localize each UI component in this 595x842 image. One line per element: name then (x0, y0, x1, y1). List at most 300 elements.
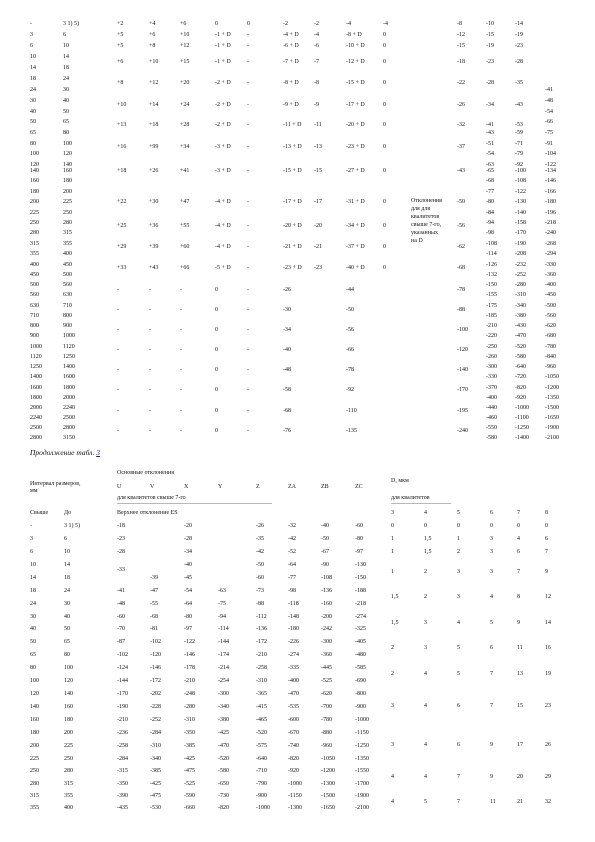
table-cell: -78 (457, 287, 465, 293)
table-cell: 65 (30, 652, 36, 658)
table-cell: -284 (150, 730, 161, 736)
table-cell: 355 (30, 251, 39, 257)
table-cell: -14 (515, 21, 523, 27)
table-cell: -315 (117, 768, 128, 774)
table-cell: 630 (63, 292, 72, 298)
table-cell: 140 (30, 704, 39, 710)
table-cell: -2 (314, 21, 319, 27)
table-cell: +16 (117, 144, 127, 150)
header-letter: Z (256, 484, 260, 490)
table-cell: -9 + D (283, 102, 299, 108)
table-cell: -120 (150, 652, 161, 658)
header-over: Свыше (30, 510, 49, 516)
table-cell: 0 (383, 122, 386, 128)
table-cell: -900 (355, 704, 366, 710)
table-cell: +8 (117, 80, 124, 86)
table-cell: -1200 (321, 768, 335, 774)
table-cell: - (149, 287, 151, 293)
table-cell: 400 (64, 805, 73, 811)
table-cell: -3 + D (215, 168, 231, 174)
table-cell: -43 (457, 168, 465, 174)
table-cell: -4 + D (215, 199, 231, 205)
table-cell: -172 (150, 678, 161, 684)
table-cell: -71 (515, 141, 523, 147)
d-cell: 9 (490, 742, 493, 748)
table-cell: -32 (288, 523, 296, 529)
table-cell: - (247, 32, 249, 38)
table-cell: +20 (180, 80, 190, 86)
table-cell: -172 (256, 639, 267, 645)
table-cell: -160 (321, 601, 332, 607)
note-line: на D (411, 238, 423, 244)
table-cell: -34 (283, 327, 291, 333)
table-cell: -475 (150, 793, 161, 799)
table-cell: -102 (150, 639, 161, 645)
table-cell: -680 (545, 333, 556, 339)
note-line: квалитетов (411, 214, 440, 220)
table-cell: 0 (215, 347, 218, 353)
d-cell: 4 (391, 799, 394, 805)
d-cell: 4 (424, 671, 427, 677)
table-cell: -840 (545, 354, 556, 360)
table-cell: -68 (457, 265, 465, 271)
table-cell: -1000 (515, 405, 529, 411)
table-cell: 80 (30, 665, 36, 671)
table-cell: -550 (486, 425, 497, 431)
table-cell: -585 (355, 665, 366, 671)
d-cell: 3 (490, 569, 493, 575)
table-cell: +36 (149, 223, 159, 229)
table-cell: -76 (283, 428, 291, 434)
table-cell: -210 (117, 717, 128, 723)
table-cell: -700 (321, 704, 332, 710)
d-cell: 32 (545, 799, 551, 805)
d-cell: 6 (457, 742, 460, 748)
header-letter: Y (218, 484, 223, 490)
d-cell: 7 (457, 774, 460, 780)
table-cell: -390 (117, 793, 128, 799)
table-cell: -475 (184, 768, 195, 774)
table-cell: -340 (150, 756, 161, 762)
table-cell: -92 (346, 387, 354, 393)
table-cell: -1650 (545, 415, 559, 421)
table-cell: -210 (256, 652, 267, 658)
table-cell: -34 + D (346, 223, 365, 229)
table-cell: -136 (256, 626, 267, 632)
table-cell: -37 (457, 144, 465, 150)
header-letter: X (184, 484, 189, 490)
table-cell: - (149, 387, 151, 393)
d-cell: 0 (490, 523, 493, 529)
table-cell: -146 (184, 652, 195, 658)
table-cell: -185 (486, 313, 497, 319)
d-cell: 12 (545, 594, 551, 600)
d-cell: 3 (457, 594, 460, 600)
table-cell: 18 (30, 588, 36, 594)
d-cell: 9 (490, 774, 493, 780)
table-cell: -400 (288, 678, 299, 684)
header-letter: U (117, 484, 122, 490)
table-cell: -310 (150, 743, 161, 749)
table-cell: +33 (117, 265, 127, 271)
table-cell: -200 (321, 614, 332, 620)
table-cell: -48 (117, 601, 125, 607)
table-cell: -1000 (256, 805, 270, 811)
table-cell: -236 (117, 730, 128, 736)
table-cell: - (149, 408, 151, 414)
table-cell: - (117, 367, 119, 373)
table-cell: -710 (256, 768, 267, 774)
table-cell: -114 (486, 251, 497, 257)
table-cell: -640 (256, 756, 267, 762)
header-d-title: D, мкм (391, 478, 409, 484)
table-cell: 0 (383, 168, 386, 174)
table-cell: -365 (256, 691, 267, 697)
table-cell: -77 (486, 189, 494, 195)
table-cell: -1150 (355, 730, 369, 736)
table-cell: -23 + D (346, 144, 365, 150)
table-cell: -73 (256, 588, 264, 594)
table-cell: - (247, 144, 249, 150)
table-cell: -440 (486, 405, 497, 411)
table-cell: -20 (314, 223, 322, 229)
table-cell: -60 (355, 523, 363, 529)
table-cell: -6 + D (283, 43, 299, 49)
table-cell: -130 (355, 562, 366, 568)
table-cell: - (247, 80, 249, 86)
d-cell: 4 (457, 620, 460, 626)
table-cell: 18 (63, 65, 69, 71)
table-cell: -190 (515, 241, 526, 247)
table-cell: 120 (64, 678, 73, 684)
table-cell: -360 (545, 272, 556, 278)
table-cell: -100 (457, 327, 468, 333)
table-cell: -960 (545, 364, 556, 370)
d-cell: 0 (424, 523, 427, 529)
table-cell: 250 (63, 210, 72, 216)
table-cell: -39 (150, 575, 158, 581)
table-cell: -274 (288, 652, 299, 658)
table-cell: - (247, 244, 249, 250)
table-cell: -12 + D (346, 59, 365, 65)
table-cell: -87 (117, 639, 125, 645)
table-cell: -210 (184, 678, 195, 684)
table-cell: 6 (63, 32, 66, 38)
table-cell: -108 (321, 575, 332, 581)
table-cell: - (180, 307, 182, 313)
table-cell: -7 + D (283, 59, 299, 65)
note-line: свыше 7-го, (411, 222, 442, 228)
table-cell: 225 (64, 743, 73, 749)
table-cell: -126 (486, 262, 497, 268)
table-cell: 65 (30, 130, 36, 136)
table-cell: 1120 (63, 344, 75, 350)
table-cell: -80 (355, 536, 363, 542)
table-cell: -158 (515, 220, 526, 226)
table-cell: - (180, 428, 182, 434)
table-cell: -146 (545, 178, 556, 184)
table-cell: -75 (218, 601, 226, 607)
table-link[interactable]: 3 (96, 448, 100, 457)
table-cell: -48 (283, 367, 291, 373)
table-cell: 40 (64, 614, 70, 620)
table-cell: - (117, 408, 119, 414)
table-cell: -88 (457, 307, 465, 313)
table-cell: 0 (383, 144, 386, 150)
table-cell: 500 (30, 282, 39, 288)
table-cell: -94 (486, 220, 494, 226)
table-cell: -28 (184, 536, 192, 542)
table-cell: -274 (355, 614, 366, 620)
d-cell: 7 (457, 799, 460, 805)
table-cell: +28 (180, 122, 190, 128)
table-cell: 3 (30, 32, 33, 38)
table-cell: 3 (30, 536, 33, 542)
table-cell: -64 (288, 562, 296, 568)
d-cell: 0 (517, 523, 520, 529)
d-cell: 7 (490, 703, 493, 709)
table-cell: +99 (149, 144, 159, 150)
table-cell: -258 (117, 743, 128, 749)
table-cell: 2000 (63, 395, 75, 401)
table-cell: 900 (63, 323, 72, 329)
table-cell: +25 (117, 223, 127, 229)
table-cell: +43 (149, 265, 159, 271)
table-cell: 710 (30, 313, 39, 319)
table-cell: -425 (218, 730, 229, 736)
table-cell: +30 (149, 199, 159, 205)
note-line: указанных (411, 230, 438, 236)
table-cell: -340 (515, 303, 526, 309)
table-cell: 50 (64, 626, 70, 632)
table-cell: -19 (486, 43, 494, 49)
table-cell: -590 (184, 793, 195, 799)
table-cell: -180 (288, 626, 299, 632)
table-cell: 315 (63, 230, 72, 236)
table-cell: -4 + D (283, 32, 299, 38)
d-cell: 0 (391, 523, 394, 529)
table-cell: -65 (486, 168, 494, 174)
table-cell: -284 (117, 756, 128, 762)
table-cell: -1250 (515, 425, 529, 431)
note-line: Отклонения (411, 198, 442, 204)
table-cell: 100 (63, 141, 72, 147)
table-cell: 0 (215, 428, 218, 434)
table-cell: -530 (150, 805, 161, 811)
table-cell: -62 (457, 244, 465, 250)
table-cell: -1300 (321, 781, 335, 787)
table-cell: - (180, 408, 182, 414)
table-continuation-caption (30, 448, 100, 457)
table-cell: -53 (515, 122, 523, 128)
table-cell: -880 (321, 730, 332, 736)
d-cell: 4 (424, 703, 427, 709)
table-cell: -730 (218, 793, 229, 799)
table-cell: -1500 (545, 405, 559, 411)
header-letter: ZC (355, 484, 363, 490)
table-cell: -820 (515, 385, 526, 391)
table-cell: -520 (515, 344, 526, 350)
table-cell: -400 (545, 282, 556, 288)
d-cell: 29 (545, 774, 551, 780)
table-cell: -202 (150, 691, 161, 697)
table-cell: -15 + D (346, 80, 365, 86)
table-cell: -40 (184, 562, 192, 568)
table-cell: -250 (486, 344, 497, 350)
table-cell: -23 (314, 265, 322, 271)
table-cell: -196 (545, 210, 556, 216)
table-cell: -405 (355, 639, 366, 645)
table-cell: -68 (486, 178, 494, 184)
table-cell: 100 (30, 678, 39, 684)
table-cell: -136 (321, 588, 332, 594)
table-cell: 10 (64, 549, 70, 555)
d-cell: 14 (545, 620, 551, 626)
table-cell: -300 (486, 364, 497, 370)
table-cell: 0 (383, 265, 386, 271)
table-cell: -670 (288, 730, 299, 736)
table-cell: +34 (180, 144, 190, 150)
table-cell: -22 (457, 80, 465, 86)
table-cell: - (247, 199, 249, 205)
table-cell: 1400 (30, 374, 42, 380)
table-cell: -500 (545, 303, 556, 309)
table-cell: -535 (288, 704, 299, 710)
d-cell: 3 (490, 549, 493, 555)
d-cell: 2 (391, 671, 394, 677)
table-cell: 1250 (63, 354, 75, 360)
d-cell: 5 (457, 645, 460, 651)
table-cell: -242 (321, 626, 332, 632)
table-cell: -55 (150, 601, 158, 607)
table-cell: -620 (545, 323, 556, 329)
d-cell: 2 (424, 569, 427, 575)
table-cell: -258 (256, 665, 267, 671)
d-cell: 0 (545, 523, 548, 529)
table-cell: 40 (63, 98, 69, 104)
table-cell: - (30, 21, 32, 27)
d-cell: 0 (457, 523, 460, 529)
table-cell: -4 (383, 21, 388, 27)
table-cell: -254 (218, 678, 229, 684)
table-cell: -63 (486, 162, 494, 168)
table-cell: 0 (215, 307, 218, 313)
d-cell: 17 (517, 742, 523, 748)
header-letter: V (150, 484, 155, 490)
table-cell: -310 (256, 678, 267, 684)
table-cell: 450 (63, 262, 72, 268)
header-interval-unit: мм (30, 488, 38, 494)
d-cell: 7 (490, 671, 493, 677)
table-cell: -920 (288, 768, 299, 774)
d-cell: 9 (517, 620, 520, 626)
table-cell: -77 (288, 575, 296, 581)
table-cell: -23 (117, 536, 125, 542)
table-cell: -330 (545, 262, 556, 268)
table-cell: +5 (117, 32, 124, 38)
table-cell: 0 (247, 21, 250, 27)
table-cell: 200 (30, 199, 39, 205)
table-cell: 200 (63, 189, 72, 195)
table-cell: - (180, 287, 182, 293)
table-cell: 14 (30, 65, 36, 71)
table-cell: -146 (150, 665, 161, 671)
table-cell: -45 (184, 575, 192, 581)
table-cell: -11 + D (283, 122, 302, 128)
table-cell: -268 (545, 241, 556, 247)
table-cell: +29 (117, 244, 127, 250)
table-cell: 2240 (63, 405, 75, 411)
table-cell: 0 (383, 223, 386, 229)
table-cell: 1120 (30, 354, 42, 360)
table-cell: -132 (486, 272, 497, 278)
table-cell: -134 (545, 168, 556, 174)
table-cell: -1 + D (215, 43, 231, 49)
table-cell: - (149, 307, 151, 313)
table-cell: -340 (218, 704, 229, 710)
table-cell: -8 + D (283, 80, 299, 86)
d-cell: 19 (545, 671, 551, 677)
table-cell: -20 + D (346, 122, 365, 128)
table-cell: -248 (184, 691, 195, 697)
table-cell: -40 + D (346, 265, 365, 271)
table-cell: -820 (288, 756, 299, 762)
table-cell: -208 (515, 251, 526, 257)
d-cell: 9 (545, 569, 548, 575)
table-cell: -350 (184, 730, 195, 736)
header-grade: 4 (424, 510, 427, 516)
table-cell: 0 (215, 387, 218, 393)
table-cell: 280 (30, 230, 39, 236)
table-cell: 0 (215, 408, 218, 414)
table-cell: +47 (180, 199, 190, 205)
table-cell: -42 (256, 549, 264, 555)
table-cell: 315 (30, 793, 39, 799)
header-grade: 5 (457, 510, 460, 516)
table-cell: -54 (486, 151, 494, 157)
table-cell: -79 (515, 151, 523, 157)
d-cell: 5 (424, 799, 427, 805)
table-cell: -120 (457, 347, 468, 353)
table-cell: -1300 (288, 805, 302, 811)
table-cell: -80 (184, 614, 192, 620)
table-cell: -640 (515, 364, 526, 370)
table-cell: -94 (218, 614, 226, 620)
table-cell: 50 (63, 109, 69, 115)
d-cell: 6 (545, 536, 548, 542)
table-cell: -400 (486, 395, 497, 401)
table-cell: - (149, 347, 151, 353)
d-cell: 4 (424, 742, 427, 748)
table-cell: -228 (150, 704, 161, 710)
table-cell: -67 (321, 549, 329, 555)
table-cell: -60 (117, 614, 125, 620)
table-cell: -1150 (288, 793, 302, 799)
table-cell: -50 (256, 562, 264, 568)
table-cell: 1800 (30, 395, 42, 401)
table-cell: -580 (486, 435, 497, 441)
table-cell: 14 (64, 562, 70, 568)
table-cell: -17 + D (283, 199, 302, 205)
table-cell: -56 (457, 223, 465, 229)
table-cell: 355 (63, 241, 72, 247)
table-cell: -600 (288, 717, 299, 723)
table-cell: -63 (218, 588, 226, 594)
table-cell: -240 (545, 230, 556, 236)
table-cell: 180 (64, 717, 73, 723)
table-cell: -28 (117, 549, 125, 555)
table-cell: -450 (545, 292, 556, 298)
